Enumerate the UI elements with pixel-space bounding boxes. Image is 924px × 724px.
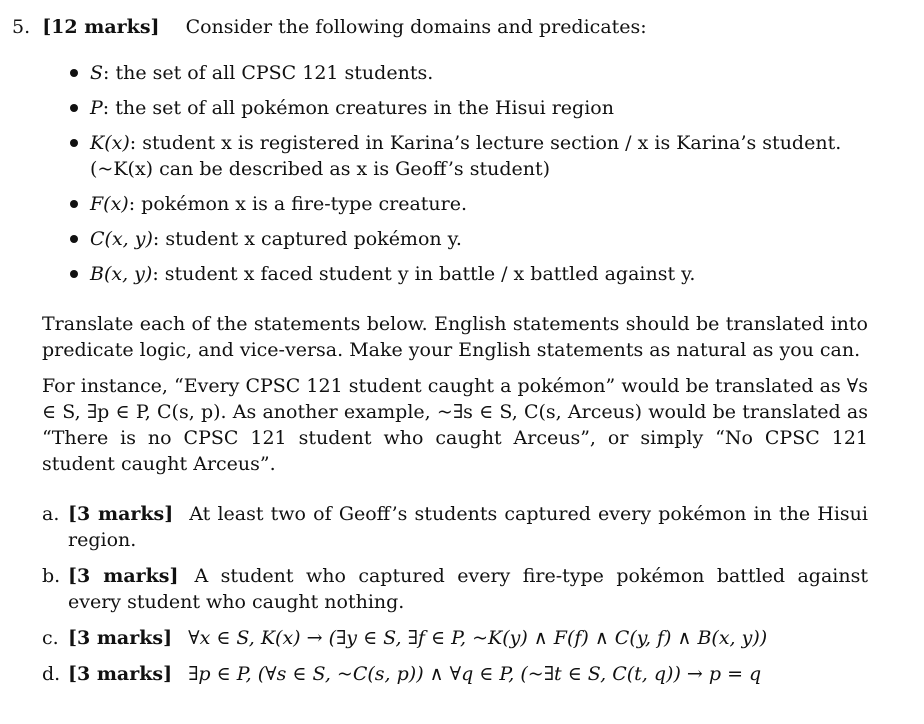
part-text: A student who captured every fire-type pokémon battled against every student who caught nothing.: [68, 565, 869, 613]
sub-question-list: [42, 501, 868, 687]
part-text: At least two of Geoff’s students captured every pokémon in the Hisui region.: [68, 503, 868, 551]
definition-symbol: P: [90, 97, 103, 119]
question-header: [12, 14, 912, 40]
question-intro: Consider the following domains and predicates:: [185, 16, 647, 38]
part-marks: [3 marks]: [68, 663, 173, 685]
part-marks: [3 marks]: [68, 503, 174, 525]
example-paragraph: For instance, “Every CPSC 121 student caught a pokémon” would be translated as ∀s ∈ S, ∃p ∈ P, C(s, p). As another example, ~∃s ∈ S, C(s, Arceus) would be translated as “There is no CPSC 121 student who caught Arceus”, or simply “No CPSC 121 student caught Arceus”.: [42, 375, 868, 475]
definition-text: : pokémon x is a fire-type creature.: [128, 193, 468, 215]
definition-item: [90, 261, 880, 287]
definition-item: [90, 60, 880, 86]
sub-question-d: [42, 661, 868, 687]
part-label: c.: [42, 627, 59, 649]
definition-item: [90, 191, 880, 217]
question-5: [12, 14, 912, 697]
part-label: a.: [42, 503, 60, 525]
part-formula: ∃p ∈ P, (∀s ∈ S, ~C(s, p)) ∧ ∀q ∈ P, (~∃t ∈ S, C(t, q)) → p = q: [188, 663, 762, 685]
definition-text: : the set of all CPSC 121 students.: [103, 62, 434, 84]
part-marks: [3 marks]: [68, 627, 173, 649]
definition-list: [12, 60, 880, 287]
part-label: d.: [42, 663, 61, 685]
question-marks: [12 marks]: [42, 16, 160, 38]
sub-question-b: [42, 563, 868, 615]
definition-symbol: C(x, y): [90, 228, 153, 250]
part-label: b.: [42, 565, 61, 587]
definition-symbol: F(x): [90, 193, 129, 215]
definition-text: : the set of all pokémon creatures in the Hisui region: [102, 97, 614, 119]
definition-item: [90, 226, 880, 252]
definition-item: [90, 95, 880, 121]
definition-text: : student x captured pokémon y.: [152, 228, 462, 250]
definition-symbol: K(x): [90, 132, 130, 154]
part-marks: [3 marks]: [68, 565, 179, 587]
definition-item: [90, 130, 880, 182]
sub-question-c: [42, 625, 868, 651]
definition-text: : student x is registered in Karina’s lecture section / x is Karina’s student. (~K(x) can be described as x is Geoff’s student): [90, 132, 842, 180]
instructions-paragraph: Translate each of the statements below. English statements should be translated into predicate logic, and vice-versa. Make your English statements as natural as you can.: [42, 313, 868, 361]
definition-symbol: B(x, y): [90, 263, 153, 285]
part-formula: ∀x ∈ S, K(x) → (∃y ∈ S, ∃f ∈ P, ~K(y) ∧ F(f) ∧ C(y, f) ∧ B(x, y)): [188, 627, 768, 649]
definition-symbol: S: [90, 62, 104, 84]
question-number: 5.: [12, 16, 31, 38]
definition-text: : student x faced student y in battle / x battled against y.: [152, 263, 696, 285]
sub-question-a: [42, 501, 868, 553]
